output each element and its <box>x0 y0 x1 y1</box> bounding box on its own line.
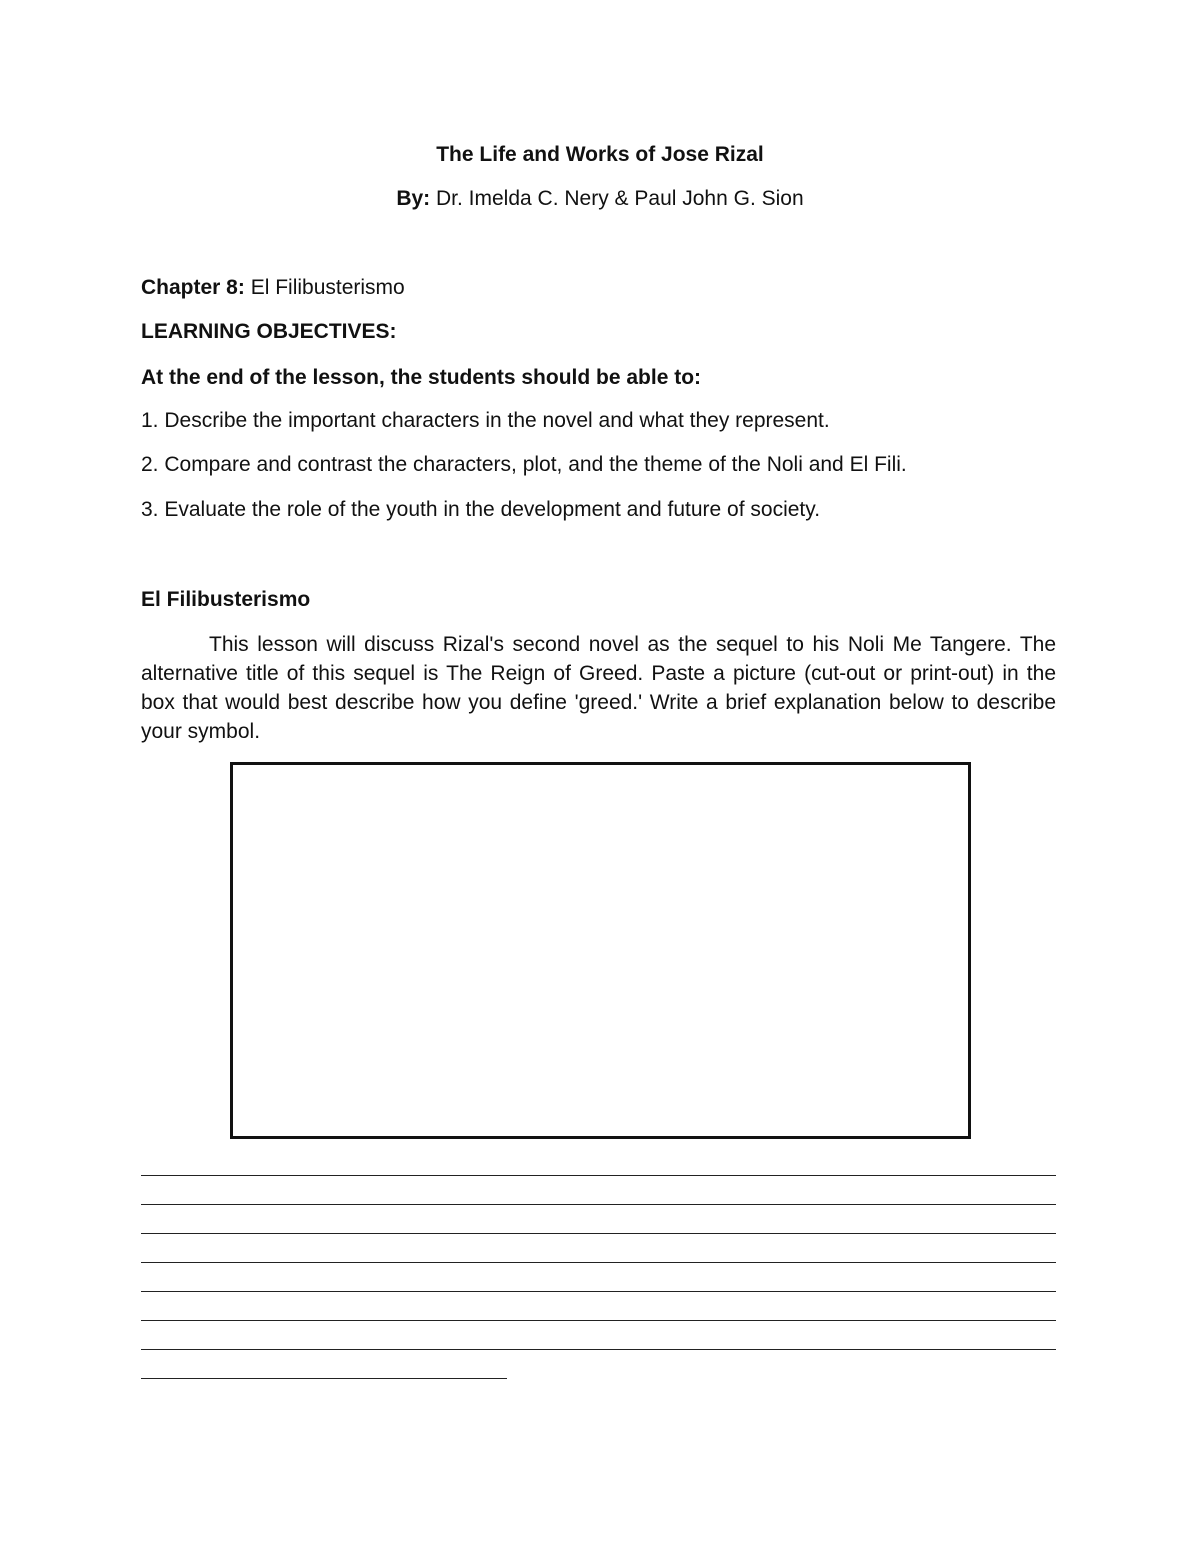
answer-line <box>141 1291 1056 1292</box>
objectives-intro: At the end of the lesson, the students should be able to: <box>141 366 702 389</box>
answer-line <box>141 1175 1056 1176</box>
answer-line <box>141 1204 1056 1205</box>
objective-item: 2. Compare and contrast the characters, plot, and the theme of the Noli and El Fili. <box>141 453 907 476</box>
answer-line <box>141 1262 1056 1263</box>
instruction-paragraph: This lesson will discuss Rizal's second novel as the sequel to his Noli Me Tangere. The alternative title of this sequel is The Reign of Greed. Paste a picture (cut-out or print-out) in the box that would best describe how you define 'greed.' Write a brief explanation below to describe your symbol. <box>141 633 1056 743</box>
document-title: The Life and Works of Jose Rizal <box>436 143 764 166</box>
objective-item: 1. Describe the important characters in the novel and what they represent. <box>141 409 830 432</box>
answer-line <box>141 1233 1056 1234</box>
chapter-line <box>141 276 405 300</box>
by-label: By: <box>396 187 431 210</box>
picture-paste-box <box>230 762 971 1139</box>
objective-item: 3. Evaluate the role of the youth in the development and future of society. <box>141 498 821 521</box>
answer-line <box>141 1349 1056 1350</box>
answer-line <box>141 1320 1056 1321</box>
chapter-label: Chapter 8: <box>141 276 245 299</box>
section-heading: El Filibusterismo <box>141 588 311 611</box>
authors: Dr. Imelda C. Nery & Paul John G. Sion <box>430 187 804 210</box>
byline <box>0 187 1200 211</box>
objectives-heading: LEARNING OBJECTIVES: <box>141 320 397 343</box>
answer-line <box>141 1378 507 1379</box>
chapter-name: El Filibusterismo <box>244 276 405 299</box>
